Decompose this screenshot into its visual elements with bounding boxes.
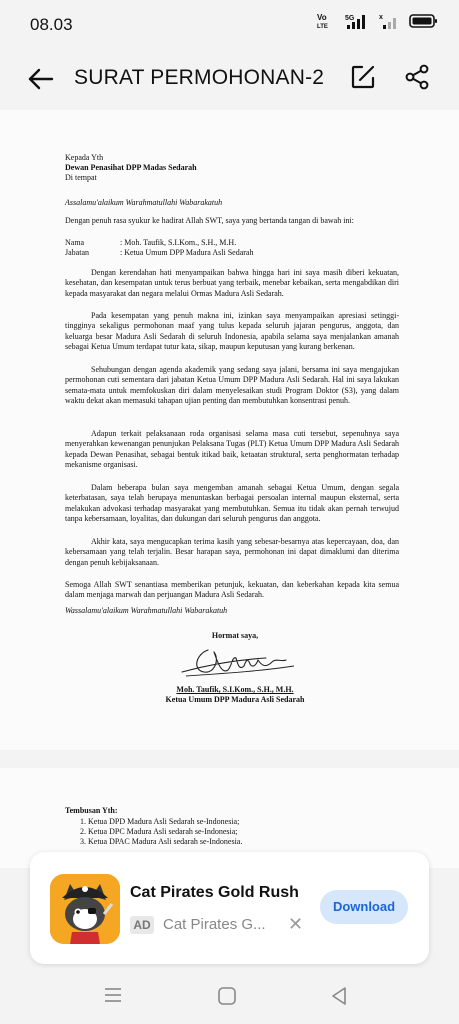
job-label: Jabatan [65,248,89,257]
cc-item: 1. Ketua DPD Madura Asli Sedarah se-Indonesia; [80,817,240,826]
cc-heading: Tembusan Yth: [65,806,118,815]
cc-item: 3. Ketua DPAC Madura Asli sedarah se-Indonesia. [80,837,243,846]
home-icon[interactable] [217,986,237,1006]
system-nav-bar [0,968,459,1024]
battery-icon [409,13,439,29]
job-row [65,248,253,258]
paragraph: Pada kesempatan yang penuh makna ini, izinkan saya menyampaikan apresiasi setinggi-tingginya sekaligus permohonan maaf yang tulus kepada seluruh jajaran pengurus, anggota, dan keluarga besar Madura Asli Sedarah di seluruh Indonesia, apabila selama saya menjalankan amanah sebagai Ketua Umum terdapat tutur kata, sikap, maupun keputusan yang kurang berkenan. [65,311,399,352]
back-arrow-icon[interactable] [26,64,56,94]
recipient-line: Kepada Yth [65,153,104,162]
closing-prayer: Semoga Allah SWT senantiasa memberikan petunjuk, kekuatan, dan keberkahan kepada kita semua dalam menjaga marwah dan perjuangan Madura Asli Sedarah. [65,580,399,600]
paragraph: Adapun terkait pelaksanaan roda organisasi selama masa cuti tersebut, sepenuhnya saya menyerahkan kewenangan penunjukan Pelaksana Tugas (PLT) Ketua Umum DPP Madura Asli Sedarah kepada Dewan Penasihat, sebagai bentuk itikad baik, ketaatan struktural, serta penghormatan terhadap mekanisme organisasi. [65,429,399,470]
paragraph: Akhir kata, saya mengucapkan terima kasih yang sebesar-besarnya atas kepercayaan, doa, dan kebersamaan yang telah terjalin. Besar harapan saya, permohonan ini dapat dimaklumi dan diterima dengan penuh kebijaksanaan. [65,537,399,567]
page-title: SURAT PERMOHONAN-2 [74,66,325,89]
svg-text:Vo: Vo [317,13,327,22]
cc-list [80,817,414,847]
svg-text:LTE: LTE [317,24,328,29]
ad-badge: AD [130,916,154,934]
signal-5g-icon [345,13,369,29]
intro-text: Dengan penuh rasa syukur ke hadirat Allah SWT, saya yang bertanda tangan di bawah ini: [65,216,354,225]
cc-item: 2. Ketua DPC Madura Asli sedarah se-Indonesia; [80,827,238,836]
job-value: : Ketua Umum DPP Madura Asli Sedarah [120,248,254,257]
closing-greeting: Wassalamu'alaikum Warahmatullahi Wabarakatuh [65,606,228,615]
ad-title[interactable]: Cat Pirates Gold Rush [130,884,299,901]
signal-icon [379,13,399,29]
volte-icon [315,13,335,29]
paragraph: Dalam beberapa bulan saya mengemban amanah sebagai Ketua Umum, dengan segala keterbatasan, saya telah berupaya menuntaskan berbagai persoalan internal maupun eksternal, serta melakukan advokasi terhadap masyarakat yang membutuhkan. Semua itu tidak akan pernah terwujud tanpa kebersamaan, loyalitas, dan dukungan dari seluruh pengurus dan anggota. [65,483,399,524]
paragraph: Dengan kerendahan hati menyampaikan bahwa hingga hari ini saya masih diberi kekuatan, kesehatan, dan kesempatan untuk terus berbuat yang terbaik, menebar kebaikan, serta mengabdikan diri kepada masyarakat dan negara melalui Ormas Madura Asli Sedarah. [65,268,399,298]
signer-title: Ketua Umum DPP Madura Asli Sedarah [165,695,305,704]
ad-banner[interactable] [30,852,429,964]
app-icon[interactable] [50,874,120,944]
recipient-line: Dewan Penasihat DPP Madas Sedarah [65,163,197,172]
edit-icon[interactable] [350,64,376,90]
cat-pirate-icon [50,874,120,944]
regards-text: Hormat saya, [211,631,259,640]
document-page-1[interactable] [0,110,459,750]
status-bar [0,0,459,46]
ad-subtitle: Cat Pirates G... [163,916,266,933]
name-value: : Moh. Taufik, S.I.Kom., S.H., M.H. [120,238,237,247]
status-icons [315,13,439,29]
recipient-line: Di tempat [65,173,97,182]
download-button[interactable]: Download [320,890,408,924]
back-icon[interactable] [330,986,348,1006]
app-bar [0,46,459,110]
share-icon[interactable] [404,64,430,90]
status-time: 08.03 [30,15,73,34]
paragraph: Sehubungan dengan agenda akademik yang sedang saya jalani, bersama ini saya mengajukan permohonan cuti sementara dari jabatan Ketua Umum DPP Madura Asli Sedarah. Hal ini saya lakukan semata-mata untuk memfokuskan diri dalam menyelesaikan studi Program Doktor (S3), yang dalam waktu dekat akan memasuki tahapan ujian penting dan membutuhkan konsentrasi penuh. [65,365,399,406]
svg-text:x: x [379,14,383,21]
signer-name: Moh. Taufik, S.I.Kom., S.H., M.H. [176,685,294,694]
name-label: Nama [65,238,85,247]
opening-greeting: Assalamu'alaikum Warahmatullahi Wabarakatuh [65,198,223,207]
name-row [65,238,236,248]
menu-icon[interactable] [103,986,123,1004]
svg-text:5G: 5G [345,15,355,22]
signature-image [174,636,304,684]
recipient-block [65,153,399,183]
close-icon[interactable]: ✕ [288,914,304,934]
